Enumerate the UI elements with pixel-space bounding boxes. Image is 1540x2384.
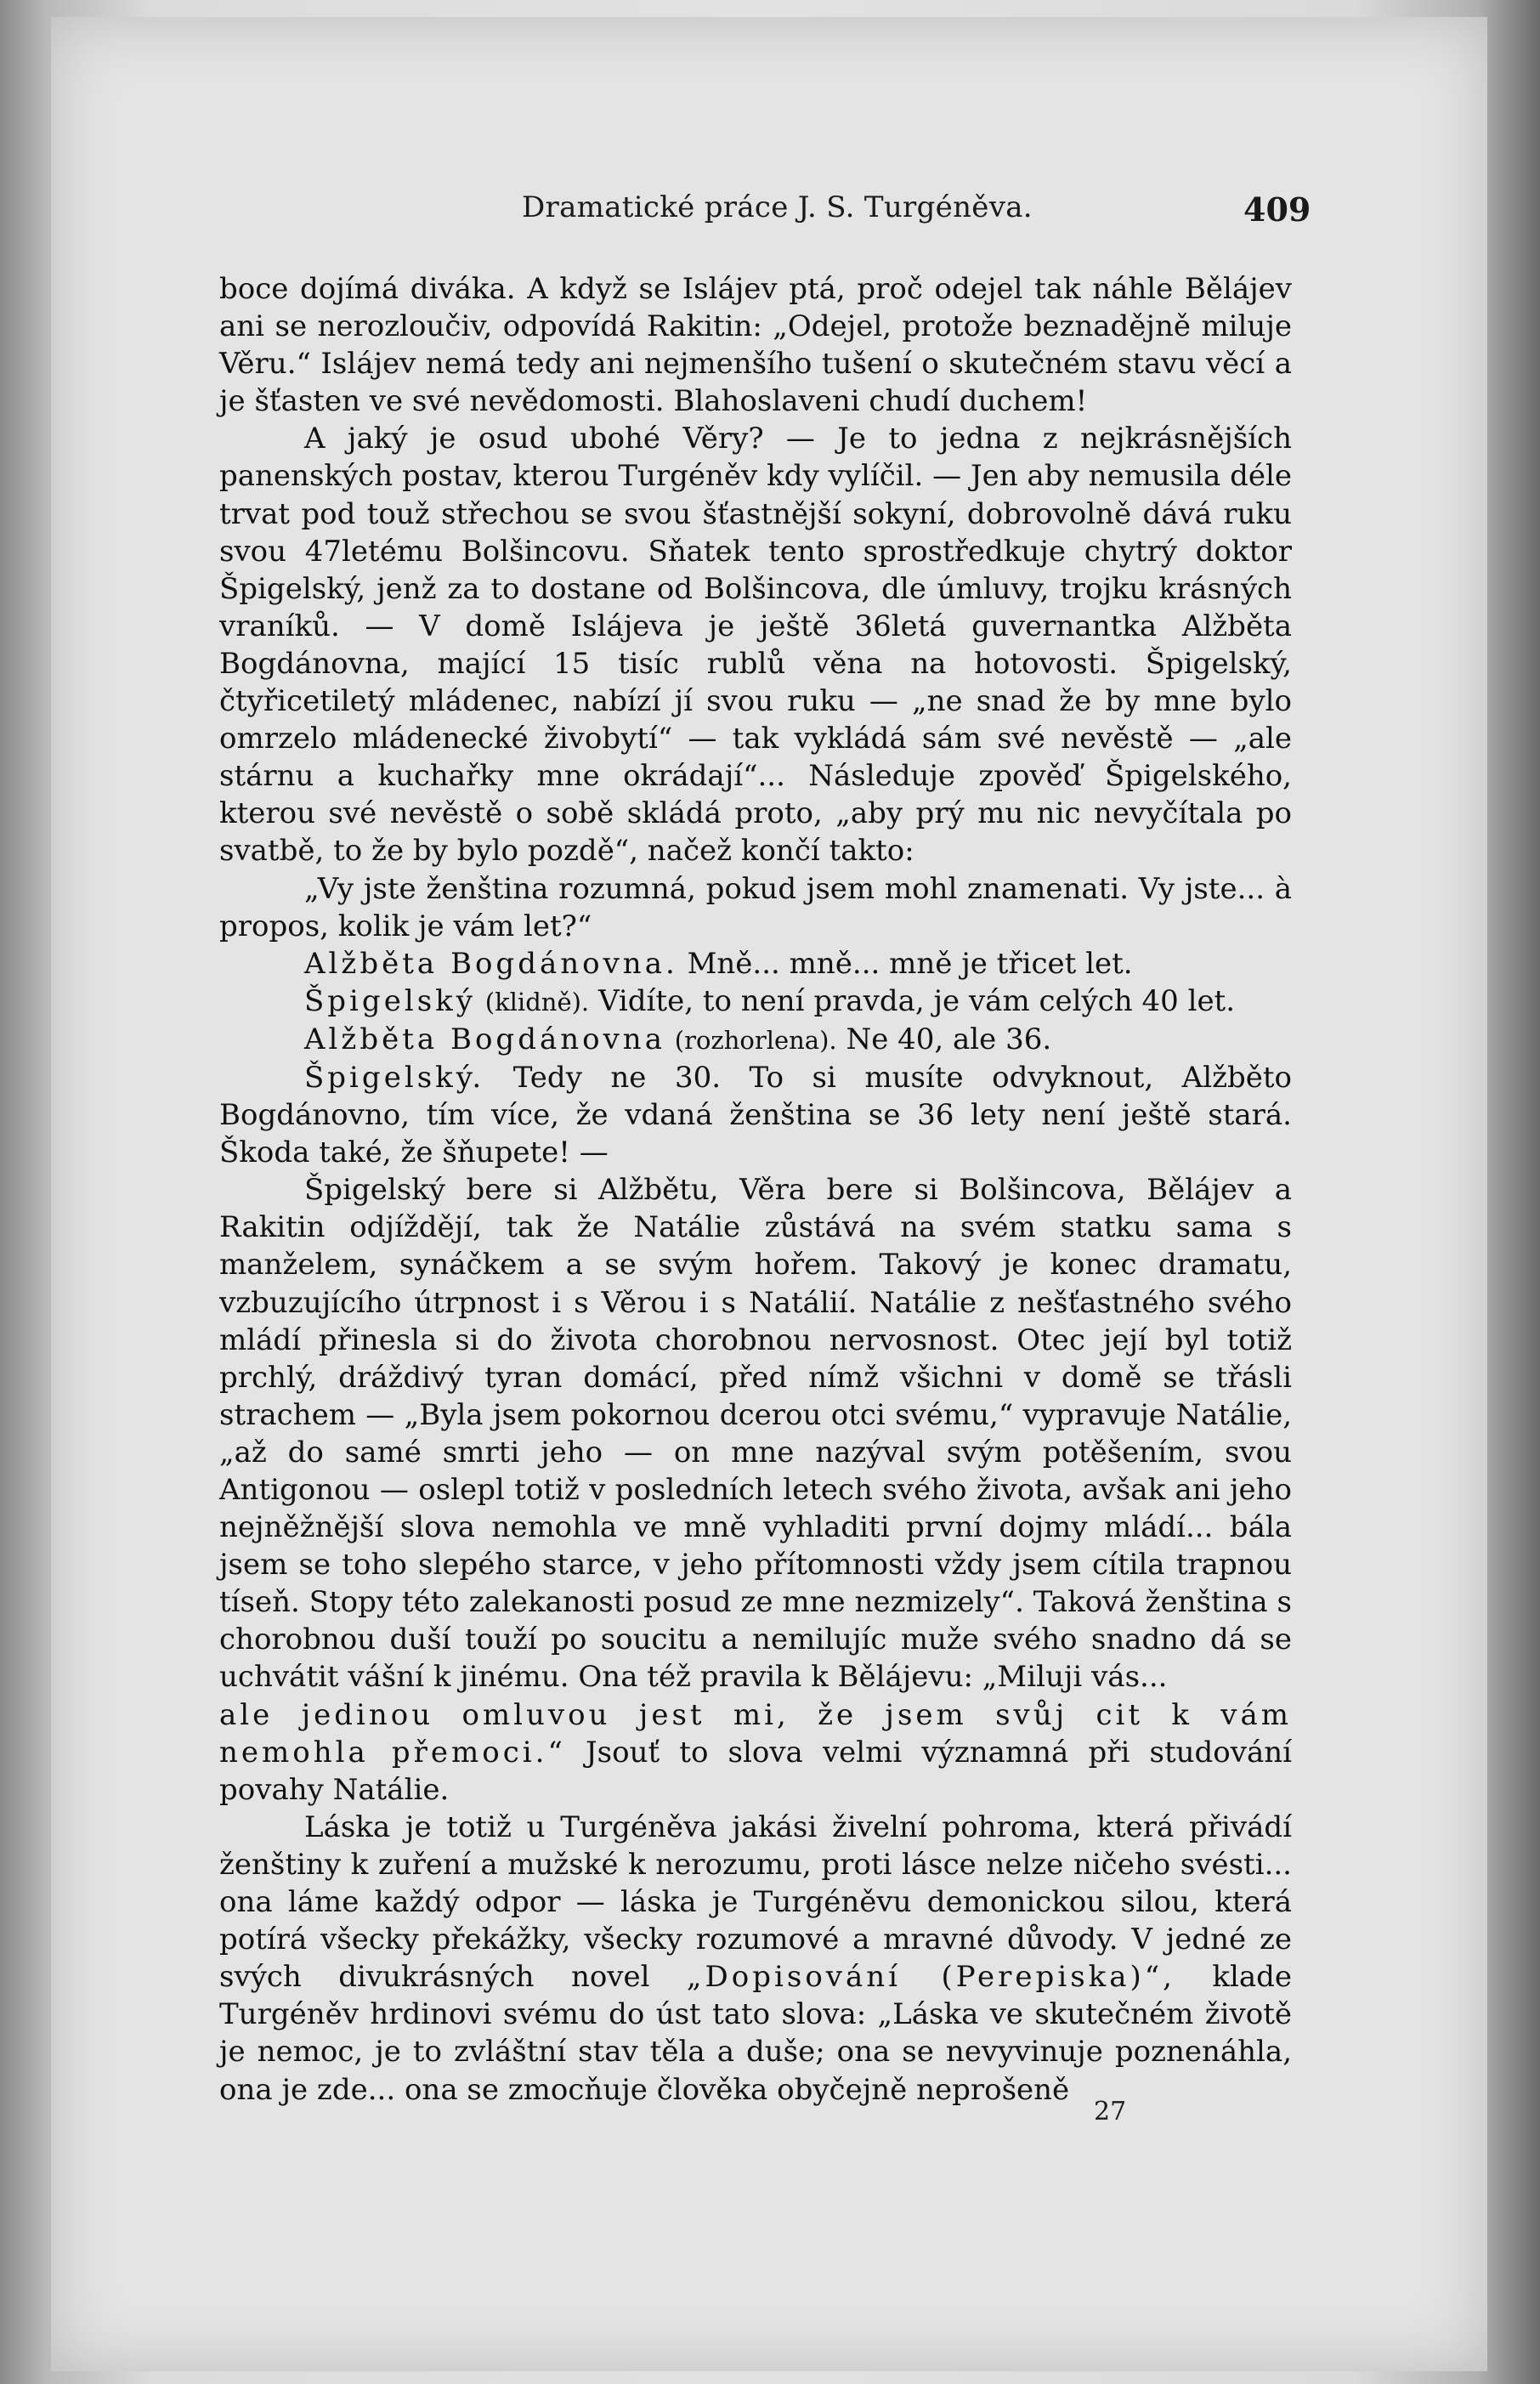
dialogue-line [219,1059,1292,1171]
paragraph [219,1696,1292,1809]
novel-title: „Dopisování (Perepiska)“, [686,1960,1175,1995]
page-number: 409 [1243,190,1311,229]
spaced-quote: ale jedinou omluvou jest mi, že jsem svůj cit k vám nemohla přemoci.“ [219,1697,1292,1770]
paragraph: Špigelský bere si Alžbětu, Věra bere si Bolšincova, Bělájev a Rakitin odjíždějí, tak že Natálie zůstává na svém statku sama s manželem, synáčkem a se svým hořem. Takový je konec dramatu, vzbuzujícího útrpnost i s Věrou i s Natálií. Natálie z nešťastného svého mládí přinesla si do života chorobnou nervosnost. Otec její byl totiž prchlý, dráždivý tyran domácí, před nímž všichni v domě se třásli strachem — „Byla jsem pokornou dcerou otci svému,“ vypravuje Natálie, „až do samé smrti jeho — on mne nazýval svým potěšením, svou Antigonou — oslepl totiž v posledních letech svého života, avšak ani jeho nejněžnější slova nemohla ve mně vyhladiti první dojmy mládí... bála jsem se toho slepého starce, v jeho přítomnosti vždy jsem cítila trapnou tíseň. Stopy této zalekanosti posud ze mne nezmizely“. Taková ženština s chorobnou duší touží po soucitu a nemilujíc muže svého snadno dá se uchvátit vášní k jinému. Ona též pravila k Bělájevu: „Miluji vás... [219,1173,1292,1695]
dialogue-text: Vidíte, to není pravda, je vám celých 40 let. [597,983,1236,1018]
stage-direction: (rozhorlena). [674,1025,837,1055]
paragraph-text: klade Turgéněv hrdinovi svému do úst tato slova: „Láska ve skutečném životě je nemoc, je to zvláštní stav těla a duše; ona se nevyvinuje poznenáhla, ona je zde... ona se zmocňuje člověka obyčejně neprošeně [219,1960,1292,2107]
page-body [219,270,1292,2109]
signature-mark: 27 [1094,2097,1127,2126]
speaker-name: Špigelský [304,983,476,1018]
dialogue-text: Mně... mně... mně je třicet let. [687,946,1133,981]
paragraph [219,1809,1292,2109]
speaker-name: Špigelský. [304,1060,485,1095]
paragraph: A jaký je osud ubohé Věry? — Je to jedna z nejkrásnějších panenských postav, kterou Turgéněv kdy vylíčil. — Jen aby nemusila déle trvat pod touž střechou se svou šťastnější sokyní, dobrovolně dává ruku svou 47letému Bolšincovu. Sňatek tento sprostředkuje chytrý doktor Špigelský, jenž za to dostane od Bolšincova, dle úmluvy, trojku krásných vraníků. — V domě Islájeva je ještě 36letá guvernantka Alžběta Bogdánovna, mající 15 tisíc rublů věna na hotovosti. Špigelský, čtyřicetiletý mládenec, nabízí jí svou ruku — „ne snad že by mne bylo omrzelo mládenecké živobytí“ — tak vykládá sám své nevěstě — „ale stárnu a kuchařky mne okrádají“... Následuje zpověď Špigelského, kterou své nevěstě o sobě skládá proto, „aby prý mu nic nevyčítala po svatbě, to že by bylo pozdě“, načež končí takto: [219,422,1292,869]
quote-paragraph: „Vy jste ženština rozumná, pokud jsem mohl znamenati. Vy jste... à propos, kolik je vám let?“ [219,871,1292,943]
dialogue-line [219,945,1292,982]
stage-direction: (klidně). [484,987,590,1016]
dialogue-line [219,1021,1292,1059]
dialogue-text: Ne 40, ale 36. [846,1022,1052,1056]
paragraph-text: Jsouť to slova velmi významná při studování povahy Natálie. [219,1735,1292,1807]
paragraph-text: Láska je totiž u Turgéněva jakási živelní pohroma, která přivádí ženštiny k zuření a mužské k nerozumu, proti lásce nelze ničeho svésti... ona láme každý odpor — láska je Turgéněvu demonickou silou, která potírá všecky překážky, všecky rozumové a mravné důvody. V jedné ze svých divukrásných novel [219,1809,1292,1995]
running-header: Dramatické práce J. S. Turgéněva. [522,190,1033,224]
speaker-name: Alžběta Bogdánovna. [304,946,678,981]
speaker-name: Alžběta Bogdánovna [304,1022,665,1056]
dialogue-text: Tedy ne 30. To si musíte odvyknout, Alžběto Bogdánovno, tím více, že vdaná ženština se 36 lety není ještě stará. Škoda také, že šňupete! — [219,1060,1292,1170]
paragraph: boce dojímá diváka. A když se Islájev ptá, proč odejel tak náhle Bělájev ani se nerozloučiv, odpovídá Rakitin: „Odejel, protože beznadějně miluje Věru.“ Islájev nemá tedy ani nejmenšího tušení o skutečném stavu věcí a je šťasten ve své nevědomosti. Blahoslaveni chudí duchem! [219,272,1292,419]
dialogue-line [219,982,1292,1021]
